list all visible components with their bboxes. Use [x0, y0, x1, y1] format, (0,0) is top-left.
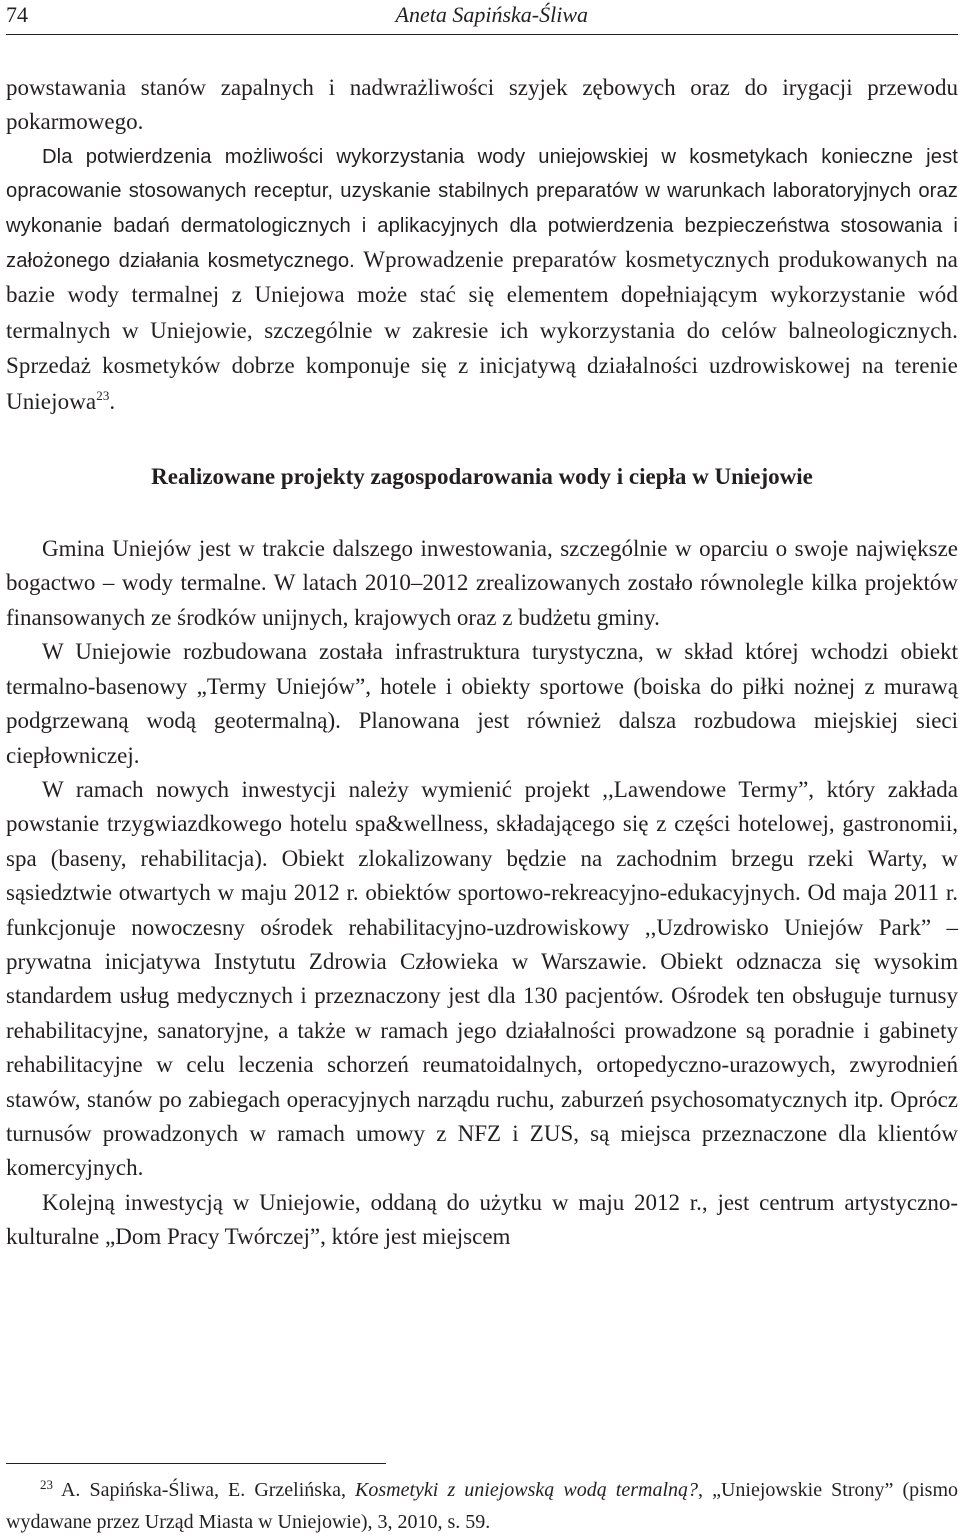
paragraph-cosmetics-rest: Wprowadzenie preparatów kosmetycznych produkowanych na bazie wody termalnej z Uniejowa może stać się elementem dopełniającym wykorzystanie wód termalnych w Uniejowie, szczególnie w zakresie ich wykorzystania do celów balneologicznych. Sprzedaż kosmetyków dobrze komponuje się z inicjatywą działalności uzdrowiskowej na terenie Uniejowa [6, 247, 958, 414]
page-number: 74 [6, 2, 28, 27]
paragraph-new-investments: W ramach nowych inwestycji należy wymienić projekt ,,Lawendowe Termy”, który zakłada powstanie trzygwiazdkowego hotelu spa&wellness, składającego się z części hotelowej, gastronomii, spa (baseny, rehabilitacja). Obiekt zlokalizowany będzie na zachodnim brzegu rzeki Warty, w sąsiedztwie otwartych w maju 2012 r. obiektów sportowo-rekreacyjno-edukacyjnych. Od maja 2011 r. funkcjonuje nowoczesny ośrodek rehabilitacyjno-uzdrowiskowy ,,Uzdrowisko Uniejów Park” – prywatna inicjatywa Instytutu Zdrowia Człowieka w Warszawie. Obiekt odznacza się wysokim standardem usług medycznych i przeznaczony jest dla 130 pacjentów. Ośrodek ten obsługuje turnusy rehabilitacyjne, sanatoryjne, a także w ramach jego działalności prowadzone są poradnie i gabinety rehabilitacyjne w celu leczenia schorzeń reumatoidalnych, ortopedyczno-urazowych, zwyrodnień stawów, stanów po zabiegach operacyjnych narządu ruchu, zaburzeń psychosomatycznych itp. Oprócz turnusów prowadzonych w ramach umowy z NFZ i ZUS, są miejsca przeznaczone dla klientów komercyjnych. [6, 776, 958, 1181]
running-head-author: Aneta Sapińska-Śliwa [395, 2, 588, 27]
footnote [6, 1474, 958, 1538]
paragraph-cosmetics-lead: Dla potwierdzenia możliwości wykorzystania wody uniejowskiej w kosmetykach konieczne jest opracowanie stosowanych receptur, uzyskanie stabilnych preparatów w warunkach laboratoryjnych oraz wykonanie badań dermatologicznych i aplikacyjnych dla potwierdzenia bezpieczeństwa stosowania i założonego działania kosmetycznego. [6, 145, 958, 273]
section-heading: Realizowane projekty zagospodarowania wody i ciepła w Uniejowie [151, 464, 813, 490]
footnote-authors: A. Sapińska-Śliwa, E. Grzelińska, [60, 1479, 356, 1501]
paragraph-infrastructure: W Uniejowie rozbudowana została infrastruktura turystyczna, w skład której wchodzi obiekt termalno-basenowy „Termy Uniejów”, hotele i obiekty sportowe (boiska do piłki nożnej z murawą podgrzewaną wodą geotermalną). Planowana jest również dalsza rozbudowa miejskiej sieci ciepłowniczej. [6, 639, 958, 768]
paragraph-continuation: powstawania stanów zapalnych i nadwrażliwości szyjek zębowych oraz do irygacji przewodu pokarmowego. [6, 75, 958, 135]
footnote-number: 23 [40, 1477, 53, 1492]
paragraph-cosmetics [6, 140, 958, 420]
paragraph-art-centre: Kolejną inwestycją w Uniejowie, oddaną do użytku w maju 2012 r., jest centrum artystyczno-kulturalne „Dom Pracy Twórczej”, które jest miejscem [6, 1189, 958, 1250]
footnote-reference: 23 [96, 387, 110, 403]
body-text [6, 71, 958, 1255]
paragraph-cosmetics-end: . [109, 388, 116, 414]
footnote-source: , „Uniejowskie Strony” (pismo wydawane przez Urząd Miasta w Uniejowie), 3, 2010, s. 59. [6, 1479, 959, 1533]
footnote-title: Kosmetyki z uniejowską wodą termalną? [355, 1479, 699, 1501]
running-header [6, 0, 958, 35]
footnote-divider [6, 1463, 386, 1464]
paragraph-investments: Gmina Uniejów jest w trakcie dalszego inwestowania, szczególnie w oparciu o swoje największe bogactwo – wody termalne. W latach 2010–2012 zrealizowanych zostało równolegle kilka projektów finansowanych ze środków unijnych, krajowych oraz z budżetu gminy. [6, 536, 958, 630]
